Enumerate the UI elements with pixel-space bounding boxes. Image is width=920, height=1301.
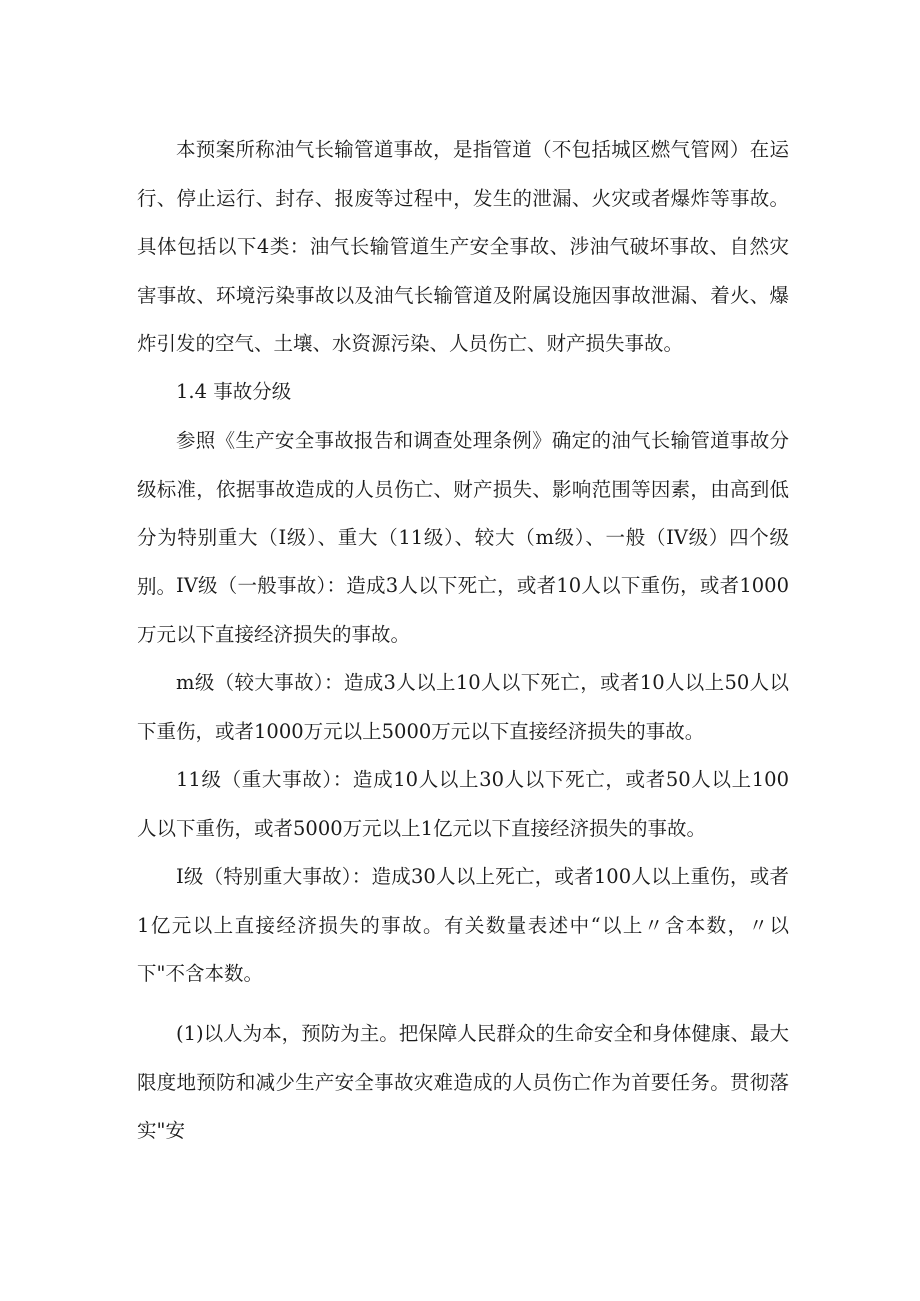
paragraph-level-iii: m级（较大事故）：造成3人以上10人以下死亡，或者10人以上50人以下重伤，或者1000万元以上5000万元以下直接经济损失的事故。	[137, 671, 789, 743]
section-heading-accident-grading: 1.4 事故分级	[176, 380, 292, 403]
paragraph-level-ii: 11级（重大事故）：造成10人以上30人以下死亡，或者50人以上100人以下重伤，或者5000万元以上1亿元以下直接经济损失的事故。	[137, 768, 789, 840]
paragraph-grading-standard: 参照《生产安全事故报告和调查处理条例》确定的油气长输管道事故分级标准，依据事故造成的人员伤亡、财产损失、影响范围等因素，由高到低分为特别重大（I级）、重大（11级）、较大（m级）、一般（IV级）四个级别。	[137, 429, 789, 598]
paragraph-principle-people-first: (1)以人为本，预防为主。把保障人民群众的生命安全和身体健康、最大限度地预防和减少生产安全事故灾难造成的人员伤亡作为首要任务。贯彻落实"安	[137, 1022, 789, 1142]
paragraph-level-iv: IV级（一般事故）：造成3人以下死亡，或者10人以下重伤，或者1000万元以下直接经济损失的事故。	[137, 574, 789, 646]
paragraph-definition: 本预案所称油气长输管道事故，是指管道（不包括城区燃气管网）在运行、停止运行、封存、报废等过程中，发生的泄漏、火灾或者爆炸等事故。具体包括以下4类：油气长输管道生产安全事故、涉油气破坏事故、自然灾害事故、环境污染事故以及油气长输管道及附属设施因事故泄漏、着火、爆炸引发的空气、土壤、水资源污染、人员伤亡、财产损失事故。	[137, 138, 789, 355]
paragraph-level-i: I级（特别重大事故）：造成30人以上死亡，或者100人以上重伤，或者1亿元以上直接经济损失的事故。有关数量表述中“以上〃含本数，〃以下"不含本数。	[137, 865, 789, 985]
